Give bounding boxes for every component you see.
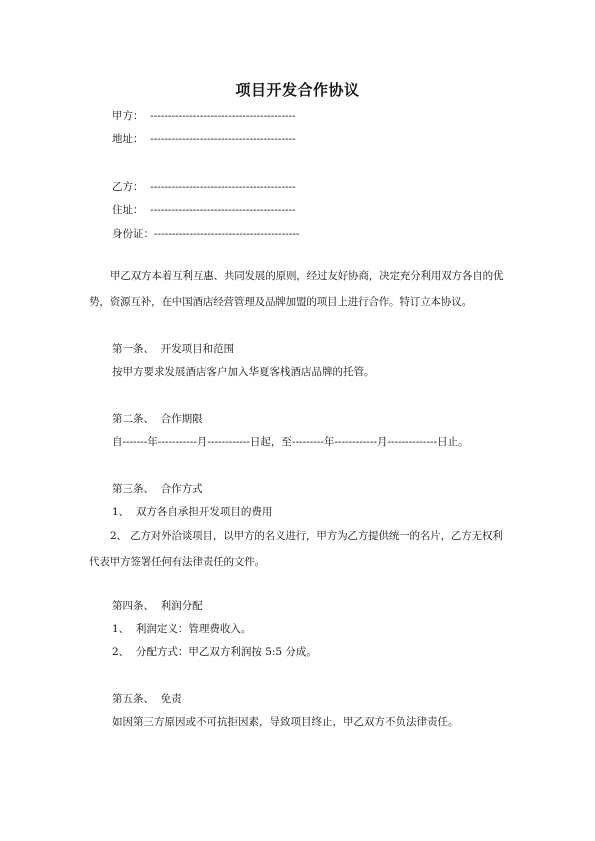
article-2-body: 自-------年-----------月------------日起，至---------年------------月--------------日止。 bbox=[112, 436, 469, 448]
article-3-heading: 第三条、 合作方式 bbox=[112, 483, 203, 495]
article-1-body: 按甲方要求发展酒店客户加入华夏客栈酒店品牌的托管。 bbox=[112, 366, 375, 378]
article-3-item-2: 2、 乙方对外洽谈项目，以甲方的名义进行，甲方为乙方提供统一的名片，乙方无权利代表甲方签署任何有法律责任的文件。 bbox=[89, 530, 503, 568]
intro-paragraph: 甲乙双方本着互利互惠、共同发展的原则，经过友好协商，决定充分利用双方各自的优势，资源互补，在中国酒店经营管理及品牌加盟的项目上进行合作。特订立本协议。 bbox=[89, 270, 504, 308]
party-b-name-line: 乙方： ----------------------------------------- bbox=[112, 181, 296, 193]
party-b-id-line: 身份证：----------------------------------------- bbox=[112, 228, 300, 240]
party-b-residence-line: 住址： ----------------------------------------- bbox=[112, 204, 296, 216]
article-5-heading: 第五条、 免责 bbox=[112, 693, 182, 705]
party-a-name-line: 甲方： ----------------------------------------- bbox=[112, 110, 296, 122]
article-3-item-1: 1、 双方各自承担开发项目的费用 bbox=[112, 506, 273, 518]
article-2-heading: 第二条、 合作期限 bbox=[112, 413, 203, 425]
article-4-heading: 第四条、 利润分配 bbox=[112, 600, 203, 612]
article-4-item-1: 1、 利润定义：管理费收入。 bbox=[112, 623, 252, 635]
document-title: 项目开发合作协议 bbox=[235, 81, 360, 99]
party-a-address-line: 地址： ----------------------------------------- bbox=[112, 133, 296, 145]
article-5-body: 如因第三方原因或不可抗拒因素，导致项目终止，甲乙双方不负法律责任。 bbox=[112, 716, 459, 728]
article-4-item-2: 2、 分配方式：甲乙双方利润按 5:5 分成。 bbox=[112, 646, 317, 658]
article-1-heading: 第一条、 开发项目和范围 bbox=[112, 343, 235, 355]
